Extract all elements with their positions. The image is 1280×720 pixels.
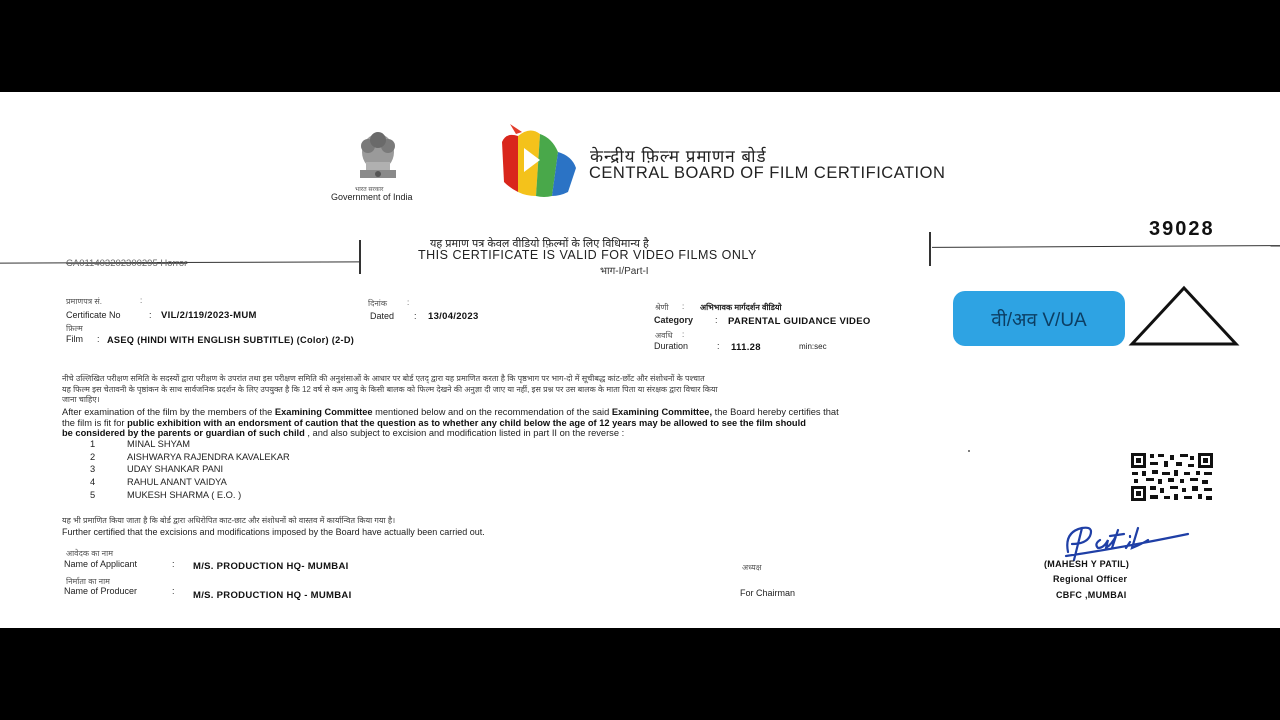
category-label-hindi: श्रेणी — [655, 303, 669, 312]
applicant-label-hindi: आवेदक का नाम — [66, 549, 113, 558]
producer-label: Name of Producer — [64, 586, 138, 596]
producer-label-hindi: निर्माता का नाम — [66, 577, 110, 586]
colon-11: : — [172, 586, 175, 596]
validity-notice-hindi: यह प्रमाण पत्र केवल वीडियो फ़िल्मों के लिए विधिमान्य है — [430, 238, 649, 250]
committee-member: 5 MUKESH SHARMA ( E.O. ) — [90, 490, 242, 500]
emblem-tagline-hindi: भारत सरकार — [355, 187, 384, 193]
chairman-label-hindi: अध्यक्ष — [742, 563, 762, 572]
divider-right-tick — [929, 232, 931, 266]
film-label: Film — [66, 334, 83, 344]
body-english-line-3: be considered by the parents or guardian of such child , and also subject to excision and modification listed in part II on the reverse : — [62, 428, 625, 438]
film-label-hindi: फ़िल्म — [66, 324, 83, 333]
colon-4: : — [414, 311, 417, 321]
chairman-label: For Chairman — [740, 588, 796, 598]
colon-3: : — [407, 298, 410, 307]
committee-member: 4 RAHUL ANANT VAIDYA — [90, 477, 227, 487]
date-label-hindi: दिनांक — [368, 299, 387, 308]
committee-member: 3 UDAY SHANKAR PANI — [90, 464, 224, 474]
government-of-india-label: Government of India — [331, 192, 413, 202]
duration-label-hindi: अवधि — [655, 331, 673, 340]
national-emblem-icon — [346, 126, 410, 194]
date-label: Dated — [370, 311, 395, 321]
colon-9: : — [717, 341, 720, 351]
speck-dot — [968, 450, 970, 452]
colon-1: : — [140, 296, 143, 305]
cert-no-label-hindi: प्रमाणपत्र सं. — [66, 297, 103, 306]
reference-code: CA011403202300295 Horror — [66, 258, 188, 269]
category-value: PARENTAL GUIDANCE VIDEO — [728, 316, 871, 327]
duration-value: 111.28 — [731, 342, 761, 353]
further-certified-hindi: यह भी प्रमाणित किया जाता है कि बोर्ड द्वारा अधिरोपित काट-छाट और संशोधनों को वास्तव में कार्यान्वित किया गया है। — [62, 516, 396, 525]
duration-label: Duration — [654, 341, 689, 351]
date-value: 13/04/2023 — [428, 311, 479, 322]
duration-unit: min:sec — [799, 342, 827, 351]
category-label: Category — [654, 315, 694, 325]
certificate-document — [0, 92, 1280, 628]
part-label: भाग-I/Part-I — [600, 266, 649, 277]
officer-office: CBFC ,MUMBAI — [1056, 590, 1127, 600]
body-hindi-line-2: यह फिल्म इस चेतावनी के पृष्ठांकन के साथ सार्वजनिक प्रदर्शन के लिए उपयुक्त है कि 12 वर्ष से कम आयु के किसी बालक को फिल्म देखने की अनुज्ञा दी जाए या नहीं, इस प्रश्न पर उस बालक के माता पिता या संरक्षक द्वारा विचार किया — [62, 385, 718, 394]
cert-no-label: Certificate No — [66, 310, 121, 320]
colon-8: : — [682, 330, 685, 339]
applicant-label: Name of Applicant — [64, 559, 138, 569]
body-hindi-line-1: नीचे उल्लिखित परीक्षण समिति के सदस्यों द्वारा परीक्षण के उपरांत तथा इस परीक्षण समिति की अनुशंसाओं के आधार पर बोर्ड एतद् द्वारा यह प्रमाणित करता है कि पृष्ठभाग पर भाग-दो में सूचीबद्ध कांट-छाँट और संशोधनों के पश्चात — [62, 374, 705, 383]
cert-no-value: VIL/2/119/2023-MUM — [161, 310, 257, 321]
category-value-hindi: अभिभावक मार्गदर्शन वीडियो — [700, 303, 782, 312]
colon-6: : — [682, 302, 685, 311]
triangle-symbol-icon — [1128, 284, 1240, 348]
film-value: ASEQ (HINDI WITH ENGLISH SUBTITLE) (Color) (2-D) — [107, 335, 355, 345]
validity-notice-english: THIS CERTIFICATE IS VALID FOR VIDEO FILMS ONLY — [418, 248, 757, 262]
board-name-english: CENTRAL BOARD OF FILM CERTIFICATION — [589, 164, 946, 182]
colon-7: : — [715, 315, 718, 325]
officer-title: Regional Officer — [1053, 574, 1128, 584]
signature-image — [1060, 522, 1195, 562]
body-english-line-1: After examination of the film by the members of the Examining Committee mentioned below and on the recommendation of the said Examining Committee, the Board hereby certifies that — [62, 407, 839, 417]
colon-2: : — [149, 310, 152, 320]
further-certified-english: Further certified that the excisions and modifications imposed by the Board have actually been carried out. — [62, 527, 485, 537]
divider-right-top — [932, 245, 1280, 248]
applicant-value: M/S. PRODUCTION HQ- MUMBAI — [193, 561, 349, 572]
divider-left-tick — [359, 240, 361, 274]
producer-value: M/S. PRODUCTION HQ - MUMBAI — [193, 590, 352, 601]
committee-member: 2 AISHWARYA RAJENDRA KAVALEKAR — [90, 452, 290, 462]
committee-member: 1 MINAL SHYAM — [90, 439, 191, 449]
officer-name: (MAHESH Y PATIL) — [1044, 559, 1130, 569]
board-name-hindi: केन्द्रीय फ़िल्म प्रमाणन बोर्ड — [590, 147, 767, 166]
body-english-line-2: the film is fit for public exhibition with an endorsment of caution that the question as to whether any child below the age of 12 years may be allowed to see the film should — [62, 418, 806, 428]
body-hindi-line-3: जाना चाहिए। — [62, 395, 100, 404]
colon-10: : — [172, 559, 175, 569]
colon-5: : — [97, 334, 100, 344]
qr-code-icon — [1130, 452, 1214, 502]
rating-badge: वी/अव V/UA — [953, 291, 1125, 346]
certificate-serial-number: 39028 — [1149, 218, 1215, 240]
cbfc-logo-icon — [496, 122, 580, 202]
